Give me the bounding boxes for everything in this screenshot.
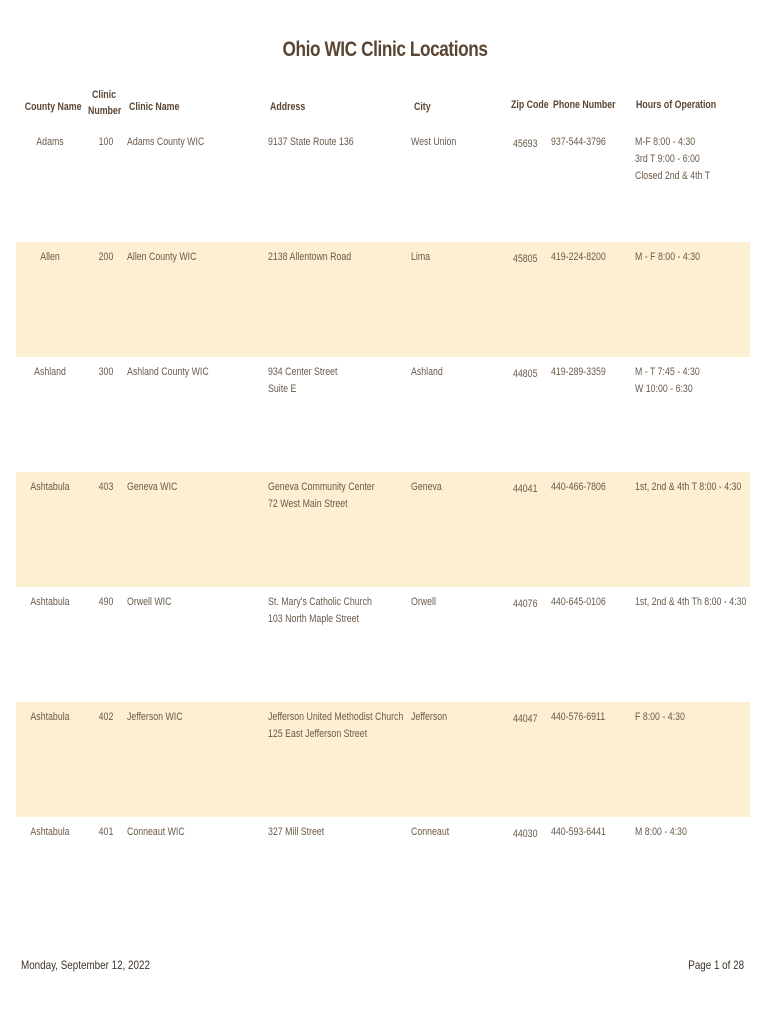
page-title: Ohio WIC Clinic Locations (282, 38, 488, 61)
cell-hours: M - T 7:45 - 4:30 W 10:00 - 6:30 (635, 366, 700, 395)
cell-zip-code: 44041 (513, 483, 538, 495)
cell-hours: M - F 8:00 - 4:30 (635, 251, 701, 263)
cell-clinic-number: 490 (98, 596, 114, 608)
table-row (16, 817, 750, 932)
header-address: Address (270, 101, 306, 113)
cell-clinic-number: 403 (98, 481, 114, 493)
cell-hours: 1st, 2nd & 4th T 8:00 - 4:30 (635, 481, 742, 493)
cell-address: 9137 State Route 136 (268, 136, 354, 148)
cell-clinic-name: Conneaut WIC (127, 826, 185, 838)
header-clinic-name: Clinic Name (129, 101, 180, 113)
table-row (16, 587, 750, 702)
cell-clinic-name: Geneva WIC (127, 481, 178, 493)
cell-clinic-name: Jefferson WIC (127, 711, 183, 723)
cell-hours: M 8:00 - 4:30 (635, 826, 687, 838)
header-county-name: County Name (24, 101, 82, 113)
cell-clinic-number: 402 (98, 711, 114, 723)
cell-hours: 1st, 2nd & 4th Th 8:00 - 4:30 (635, 596, 747, 608)
cell-address: St. Mary's Catholic Church 103 North Maple Street (268, 596, 372, 625)
cell-phone-number: 440-466-7806 (551, 481, 606, 493)
cell-clinic-number: 401 (98, 826, 114, 838)
cell-clinic-number: 100 (98, 136, 114, 148)
cell-address: 327 Mill Street (268, 826, 325, 838)
cell-address: Jefferson United Methodist Church 125 East Jefferson Street (268, 711, 404, 740)
cell-county-name: Ashtabula (30, 826, 70, 838)
cell-phone-number: 440-645-0106 (551, 596, 606, 608)
table-row (16, 472, 750, 587)
cell-zip-code: 44805 (513, 368, 538, 380)
cell-city: Conneaut (411, 826, 450, 838)
cell-clinic-name: Orwell WIC (127, 596, 172, 608)
table-row (16, 242, 750, 357)
cell-county-name: Ashtabula (30, 711, 70, 723)
cell-city: Ashland (411, 366, 443, 378)
cell-hours: F 8:00 - 4:30 (635, 711, 685, 723)
footer-page-number: Page 1 of 28 (688, 958, 744, 972)
cell-clinic-number: 300 (98, 366, 114, 378)
cell-clinic-name: Allen County WIC (127, 251, 197, 263)
cell-city: West Union (411, 136, 457, 148)
cell-city: Lima (411, 251, 431, 263)
cell-address: Geneva Community Center 72 West Main Street (268, 481, 375, 510)
cell-zip-code: 44047 (513, 713, 538, 725)
cell-zip-code: 44030 (513, 828, 538, 840)
header-phone-number: Phone Number (553, 99, 616, 111)
cell-address: 2138 Allentown Road (268, 251, 352, 263)
header-zip-code: Zip Code (511, 99, 549, 111)
table-row (16, 357, 750, 472)
cell-zip-code: 45693 (513, 138, 538, 150)
cell-city: Geneva (411, 481, 442, 493)
cell-address: 934 Center Street Suite E (268, 366, 338, 395)
cell-county-name: Allen (40, 251, 60, 263)
header-clinic-number: Clinic Number (88, 89, 122, 117)
table-row (16, 702, 750, 817)
cell-phone-number: 440-576-6911 (551, 711, 606, 723)
cell-county-name: Adams (36, 136, 64, 148)
table-row (16, 127, 750, 242)
cell-county-name: Ashtabula (30, 596, 70, 608)
cell-city: Jefferson (411, 711, 448, 723)
cell-zip-code: 44076 (513, 598, 538, 610)
cell-clinic-name: Ashland County WIC (127, 366, 209, 378)
cell-county-name: Ashland (34, 366, 66, 378)
cell-clinic-number: 200 (98, 251, 114, 263)
cell-zip-code: 45805 (513, 253, 538, 265)
cell-phone-number: 419-289-3359 (551, 366, 606, 378)
cell-hours: M-F 8:00 - 4:30 3rd T 9:00 - 6:00 Closed 2nd & 4th T (635, 136, 711, 182)
footer-date: Monday, September 12, 2022 (21, 958, 150, 972)
cell-city: Orwell (411, 596, 436, 608)
header-hours: Hours of Operation (636, 99, 717, 111)
cell-phone-number: 440-593-6441 (551, 826, 606, 838)
cell-clinic-name: Adams County WIC (127, 136, 205, 148)
header-city: City (414, 101, 431, 113)
cell-phone-number: 419-224-8200 (551, 251, 606, 263)
cell-phone-number: 937-544-3796 (551, 136, 606, 148)
cell-county-name: Ashtabula (30, 481, 70, 493)
